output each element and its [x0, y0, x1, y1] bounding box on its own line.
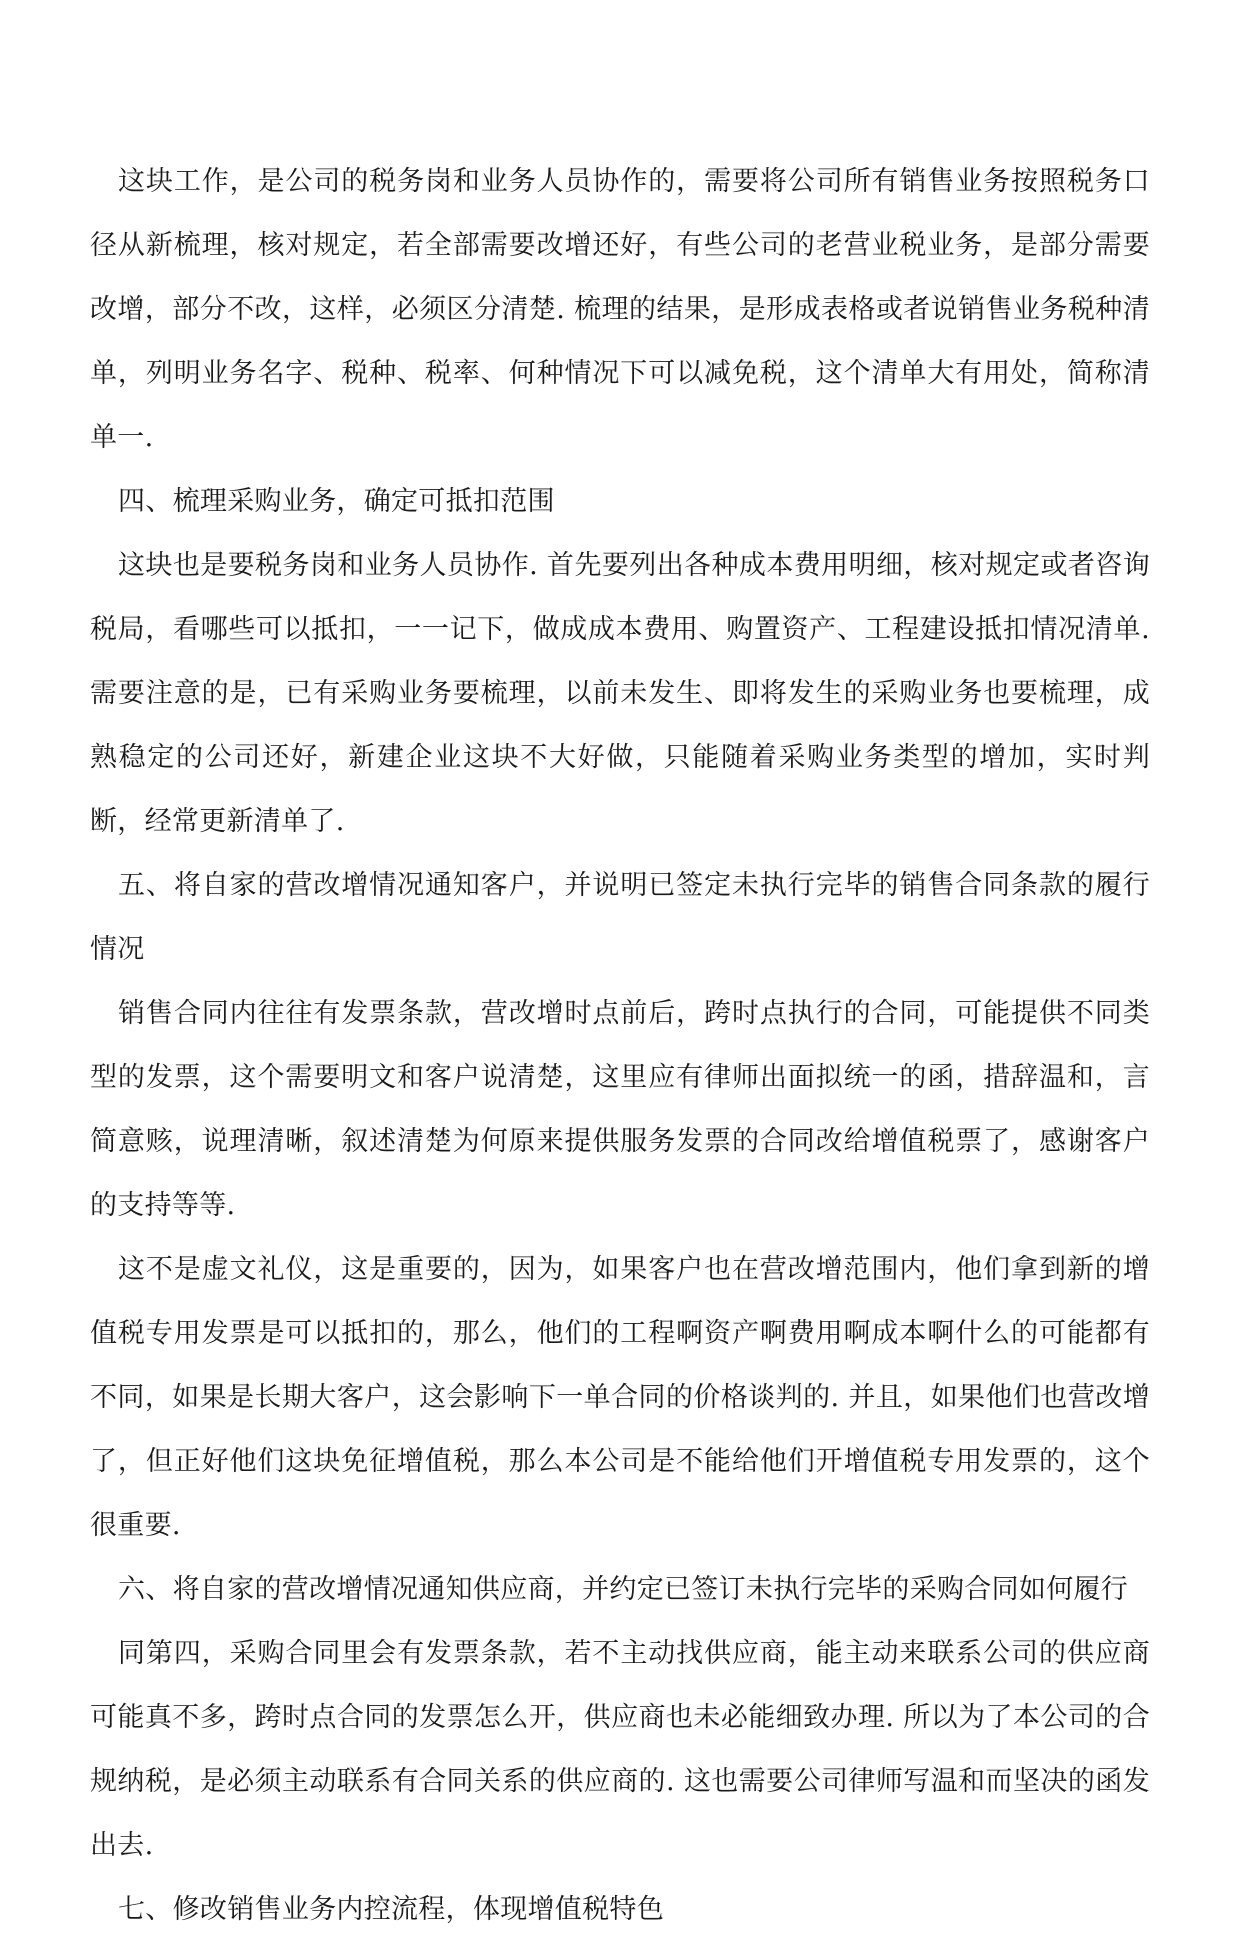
- section-heading-5: 五、将自家的营改增情况通知客户，并说明已签定未执行完毕的销售合同条款的履行情况: [90, 870, 1150, 965]
- paragraph-sales-review: 这块工作，是公司的税务岗和业务人员协作的，需要将公司所有销售业务按照税务口径从新梳理，核对规定，若全部需要改增还好，有些公司的老营业税业务，是部分需要改增，部分不改，这样，必须区分清楚. 梳理的结果，是形成表格或者说销售业务税种清单，列明业务名字、税种、税率、何种情况下可以减免税，这个清单大有用处，简称清单一.: [90, 166, 1150, 453]
- section-heading-6: 六、将自家的营改增情况通知供应商，并约定已签订未执行完毕的采购合同如何履行: [118, 1574, 1129, 1605]
- paragraph-purchase-review: 这块也是要税务岗和业务人员协作. 首先要列出各种成本费用明细，核对规定或者咨询税局，看哪些可以抵扣，一一记下，做成成本费用、购置资产、工程建设抵扣情况清单. 需要注意的是，已有采购业务要梳理，以前未发生、即将发生的采购业务也要梳理，成熟稳定的公司还好，新建企业这块不大好做，只能随着采购业务类型的增加，实时判断，经常更新清单了.: [90, 550, 1150, 837]
- section-heading-4: 四、梳理采购业务，确定可抵扣范围: [118, 486, 555, 517]
- paragraph-sales-contract: 销售合同内往往有发票条款，营改增时点前后，跨时点执行的合同，可能提供不同类型的发票，这个需要明文和客户说清楚，这里应有律师出面拟统一的函，措辞温和，言简意赅，说理清晰，叙述清楚为何原来提供服务发票的合同改给增值税票了，感谢客户的支持等等.: [90, 998, 1150, 1221]
- section-heading-7: 七、修改销售业务内控流程，体现增值税特色: [118, 1894, 664, 1925]
- document-body: [90, 150, 1150, 1942]
- paragraph-supplier-contract: 同第四，采购合同里会有发票条款，若不主动找供应商，能主动来联系公司的供应商可能真不多，跨时点合同的发票怎么开，供应商也未必能细致办理. 所以为了本公司的合规纳税，是必须主动联系有合同关系的供应商的. 这也需要公司律师写温和而坚决的函发出去.: [90, 1638, 1150, 1861]
- paragraph-importance: 这不是虚文礼仪，这是重要的，因为，如果客户也在营改增范围内，他们拿到新的增值税专用发票是可以抵扣的，那么，他们的工程啊资产啊费用啊成本啊什么的可能都有不同，如果是长期大客户，这会影响下一单合同的价格谈判的. 并且，如果他们也营改增了，但正好他们这块免征增值税，那么本公司是不能给他们开增值税专用发票的，这个很重要.: [90, 1254, 1150, 1541]
